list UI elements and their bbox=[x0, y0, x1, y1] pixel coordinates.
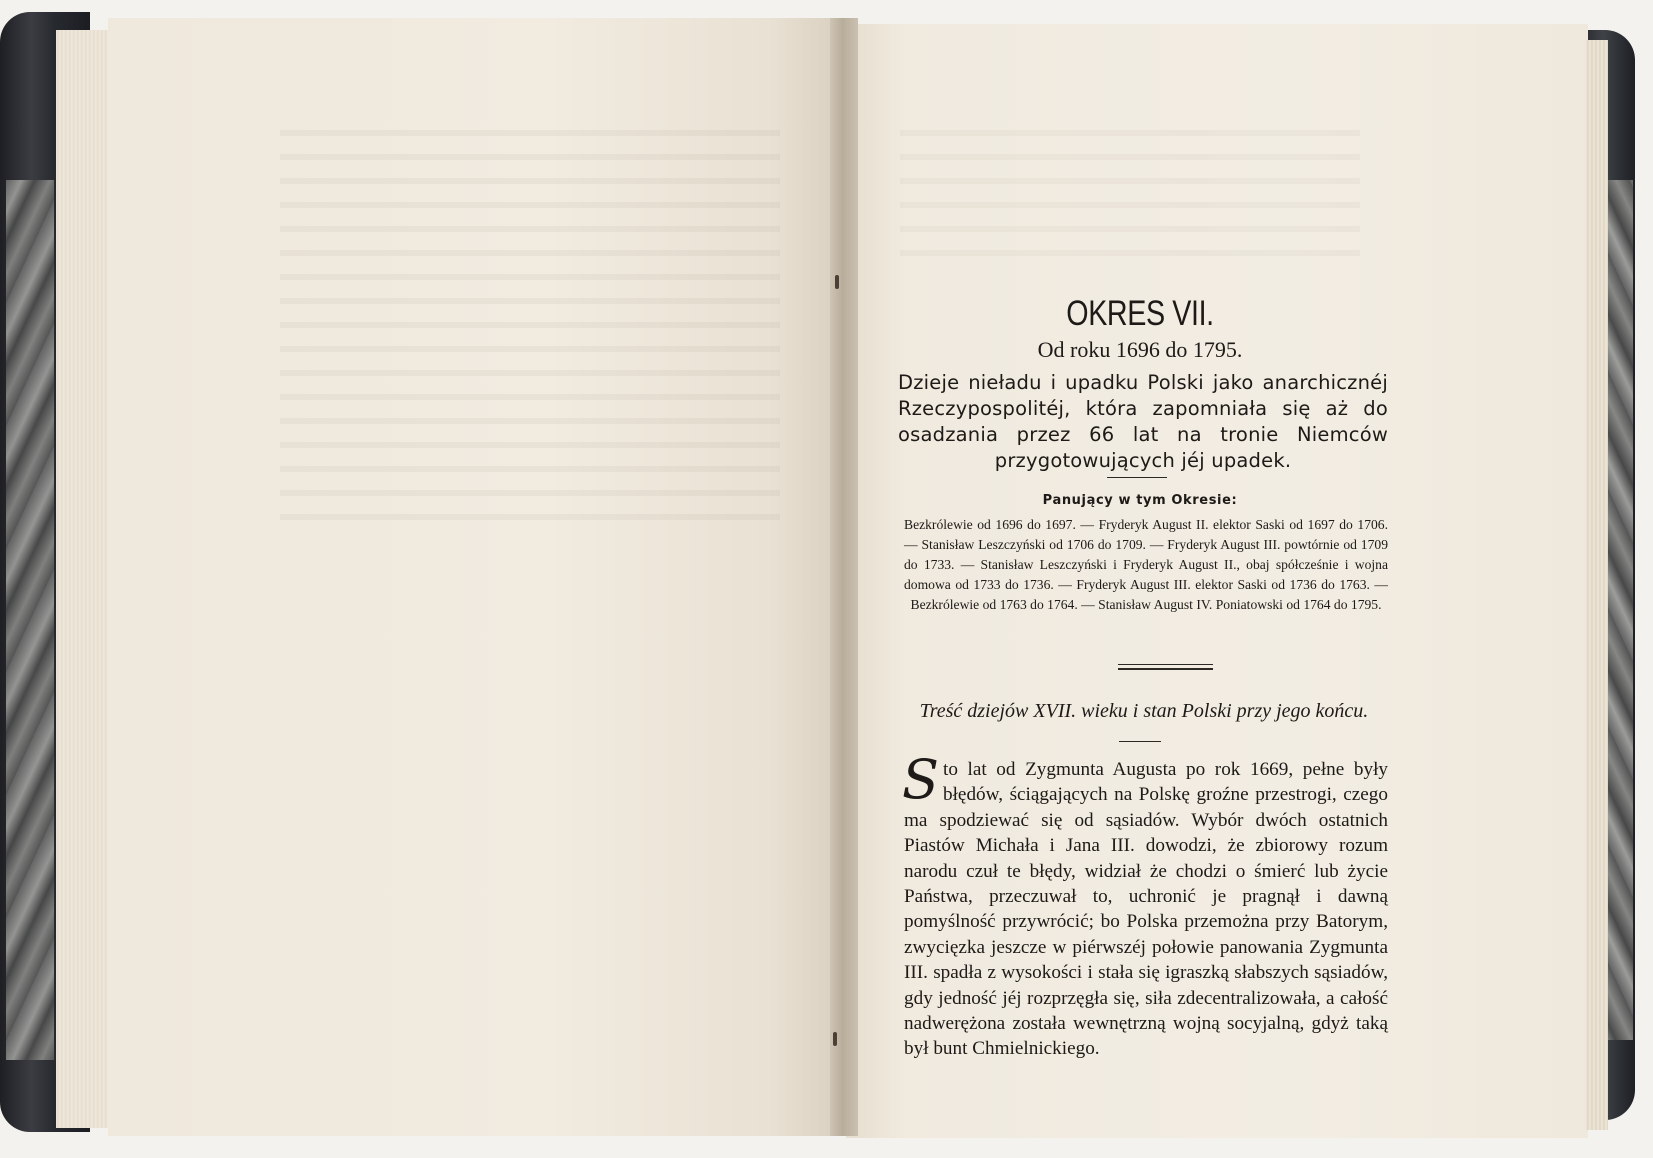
page-stack-left bbox=[56, 30, 116, 1128]
double-divider-rule bbox=[1118, 664, 1213, 665]
drop-cap-letter: S bbox=[902, 748, 939, 811]
rulers-heading: Panujący w tym Okresie: bbox=[1042, 493, 1238, 508]
divider-rule bbox=[1107, 477, 1167, 478]
marbled-endpaper-left bbox=[6, 180, 54, 1060]
page-stack-right bbox=[1586, 40, 1608, 1130]
show-through-text-right bbox=[900, 130, 1360, 260]
binding-thread bbox=[833, 1032, 837, 1046]
divider-rule bbox=[1119, 741, 1161, 742]
rulers-list: Bezkrólewie od 1696 do 1697. — Fryderyk August II. elektor Saski od 1697 do 1706. — Stanisław Leszczyński od 1706 do 1709. — Fryderyk August III. powtórnie od 1709 do 1733. — Stanisław Leszczyński i Fryderyk August II., obaj spółcześnie i wojna domowa od 1733 do 1736. — Fryderyk August III. elektor Saski od 1736 do 1763. — Bezkrólewie od 1763 do 1764. — Stanisław August IV. Poniatowski od 1764 do 1795. bbox=[904, 517, 1388, 612]
chapter-subtitle: Dzieje nieładu i upadku Polski jako anarchicznéj Rzeczypospolitéj, która zapomniała się aż do osadzania przez 66 lat na tronie Niemców przygotowujących jéj upadek. bbox=[898, 371, 1388, 472]
body-paragraph bbox=[902, 748, 1388, 1062]
section-heading: Treść dziejów XVII. wieku i stan Polski przy jego końcu. bbox=[919, 700, 1369, 722]
chapter-dates: Od roku 1696 do 1795. bbox=[1037, 337, 1243, 362]
double-divider-rule bbox=[1118, 668, 1213, 670]
chapter-title: OKRES VII. bbox=[1066, 294, 1214, 333]
binding-thread bbox=[835, 275, 839, 289]
book-gutter bbox=[830, 18, 858, 1136]
body-paragraph-text: to lat od Zygmunta Augusta po rok 1669, pełne były błędów, ściągających na Polskę groźne przestrogi, czego ma spodziewać się od sąsiadów. Wybór dwóch ostatnich Piastów Michała i Jana III. dowodzi, że zbiorowy rozum narodu czuł te błędy, widział że chodzi o śmierć lub życie Państwa, przeczuwał to, uchronić je pragnął i dawną pomyślność przywrócić; bo Polska przemożna przy Batorym, zwycięzka jeszcze w piérwszéj połowie panowania Zygmunta III. spadła z wysokości i stała się igraszką słabszych sąsiadów, gdy jedność jéj rozprzęgła się, siła zdecentralizowała, a całość nadwerężona została wewnętrzną wojną socyjalną, gdyż taką był bunt Chmielnickiego. bbox=[904, 759, 1388, 1060]
show-through-text-left bbox=[280, 130, 780, 530]
